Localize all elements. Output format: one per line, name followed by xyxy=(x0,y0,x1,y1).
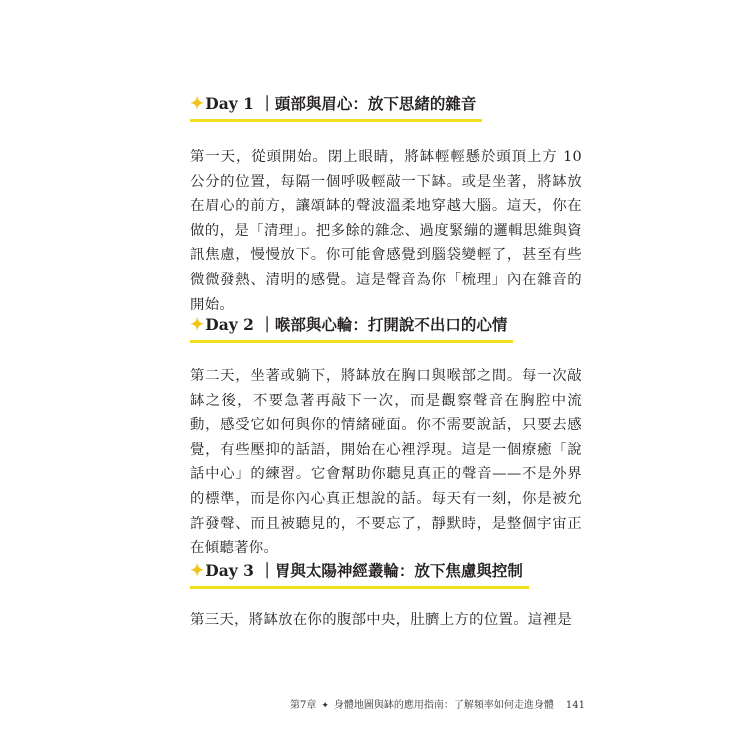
section-2-heading xyxy=(190,314,513,338)
section-1-body: 第一天，從頭開始。閉上眼睛，將缽輕輕懸於頭頂上方 10 公分的位置，每隔一個呼吸輕敲一下缽。或是坐著，將缽放在眉心的前方，讓頌缽的聲波溫柔地穿越大腦。這天，你在做的，是「清理」。把多餘的雜念、過度緊繃的邏輯思維與資訊焦慮，慢慢放下。你可能會感覺到腦袋變輕了，甚至有些微微發熱、清明的感覺。這是聲音為你「梳理」內在雜音的開始。 xyxy=(190,149,582,313)
footer-title: 身體地圖與缽的應用指南：了解頻率如何走進身體 xyxy=(333,700,554,711)
star-icon: ✦ xyxy=(190,94,205,114)
page-number: 141 xyxy=(565,700,586,711)
star-icon: ✦ xyxy=(190,561,205,581)
section-2-body: 第二天，坐著或躺下，將缽放在胸口與喉部之間。每一次敲缽之後，不要急著再敲下一次，而是觀察聲音在胸腔中流動，感受它如何與你的情緒碰面。你不需要說話，只要去感覺，有些壓抑的話語，開始在心裡浮現。這是一個療癒「說話中心」的練習。它會幫助你聽見真正的聲音——不是外界的標準，而是你內心真正想說的話。每天有一刻，你是被允許發聲、而且被聽見的，不要忘了，靜默時，是整個宇宙正在傾聽著你。 xyxy=(190,368,582,557)
star-icon: ✦ xyxy=(190,315,205,335)
running-footer xyxy=(290,696,585,711)
section-3-body: 第三天，將缽放在你的腹部中央，肚臍上方的位置。這裡是 xyxy=(190,612,572,628)
section-3-heading xyxy=(190,560,529,584)
footer-chapter: 第7章 xyxy=(290,700,317,711)
section-1-heading xyxy=(190,93,482,117)
section-3-title: Day 3 ｜胃與太陽神經叢輪：放下焦慮與控制 xyxy=(205,561,523,580)
section-1-title: Day 1 ｜頭部與眉心：放下思緒的雜音 xyxy=(205,94,477,113)
section-2-title: Day 2 ｜喉部與心輪：打開說不出口的心情 xyxy=(205,315,508,334)
bullet-icon: ✦ xyxy=(321,701,329,711)
